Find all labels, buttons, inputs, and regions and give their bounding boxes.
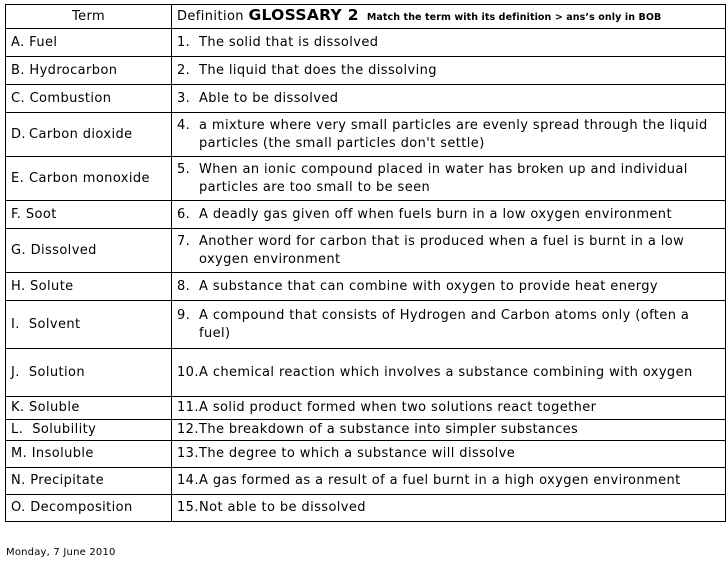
definition-text: A substance that can combine with oxygen to provide heat energy [199, 278, 658, 294]
term-letter: H. [11, 278, 26, 294]
definition-number: 11. [177, 400, 199, 415]
term-text: Solvent [28, 316, 81, 332]
term-letter: M. [11, 446, 28, 461]
definition-number: 15. [177, 500, 199, 515]
definition-cell [172, 301, 726, 349]
table-row [6, 157, 726, 201]
definition-number: 13. [177, 446, 199, 461]
definition-text: The breakdown of a substance into simpler substances [199, 422, 579, 437]
table-row [6, 495, 726, 522]
table-row [6, 420, 726, 441]
term-cell [6, 229, 172, 273]
term-text: Solute [30, 278, 74, 294]
definition-cell [172, 495, 726, 522]
term-letter: O. [11, 500, 26, 515]
term-cell [6, 349, 172, 397]
definition-cell [172, 441, 726, 468]
term-cell [6, 420, 172, 441]
definition-number: 9. [177, 307, 191, 323]
definition-text: The solid that is dissolved [199, 34, 379, 50]
definition-number: 8. [177, 278, 191, 294]
definition-cell [172, 113, 726, 157]
term-cell [6, 301, 172, 349]
glossary-title: GLOSSARY 2 [248, 6, 359, 24]
term-text: Decomposition [30, 500, 133, 515]
definition-text: When an ionic compound placed in water has broken up and individual particles are too small to be seen [199, 161, 688, 195]
term-cell [6, 29, 172, 57]
table-row [6, 468, 726, 495]
table-row [6, 201, 726, 229]
definition-text: Another word for carbon that is produced when a fuel is burnt in a low oxygen environment [199, 233, 685, 267]
term-text: Hydrocarbon [29, 62, 118, 78]
term-cell [6, 57, 172, 85]
term-cell [6, 201, 172, 229]
definition-cell [172, 229, 726, 273]
term-cell [6, 273, 172, 301]
definition-cell [172, 468, 726, 495]
table-row [6, 229, 726, 273]
term-letter: D. [11, 126, 26, 142]
table-row [6, 301, 726, 349]
term-text: Soluble [29, 400, 80, 415]
table-row [6, 441, 726, 468]
term-text: Insoluble [31, 446, 94, 461]
term-cell [6, 113, 172, 157]
term-column-header: Term [6, 5, 172, 29]
definition-text: A deadly gas given off when fuels burn in a low oxygen environment [199, 206, 672, 222]
table-row [6, 85, 726, 113]
definition-text: A chemical reaction which involves a substance combining with oxygen [199, 364, 693, 380]
definition-number: 3. [177, 90, 191, 106]
term-letter: N. [11, 473, 26, 488]
term-text: Dissolved [30, 242, 97, 258]
definition-cell [172, 29, 726, 57]
definition-number: 4. [177, 117, 191, 133]
table-row [6, 29, 726, 57]
term-letter: C. [11, 90, 26, 106]
term-text: Combustion [29, 90, 112, 106]
definition-text: A gas formed as a result of a fuel burnt in a high oxygen environment [199, 473, 681, 488]
definition-cell [172, 397, 726, 420]
term-text: Carbon monoxide [29, 170, 150, 186]
term-letter: A. [11, 34, 25, 50]
term-letter: K. [11, 400, 25, 415]
footer-date: Monday, 7 June 2010 [6, 547, 116, 558]
term-cell [6, 495, 172, 522]
term-text: Carbon dioxide [29, 126, 133, 142]
term-letter: L. [11, 422, 24, 437]
instruction-text: Match the term with its definition > ans’s only in BOB [366, 12, 662, 23]
definition-text: The liquid that does the dissolving [199, 62, 437, 78]
definition-number: 2. [177, 62, 191, 78]
table-row [6, 57, 726, 85]
definition-cell [172, 273, 726, 301]
definition-text: A compound that consists of Hydrogen and Carbon atoms only (often a fuel) [199, 307, 690, 341]
term-letter: F. [11, 206, 22, 222]
term-cell [6, 85, 172, 113]
term-text: Solubility [32, 422, 97, 437]
term-cell [6, 157, 172, 201]
definition-number: 5. [177, 161, 191, 177]
table-row [6, 349, 726, 397]
definition-number: 7. [177, 233, 191, 249]
definition-cell [172, 85, 726, 113]
table-row [6, 273, 726, 301]
definition-cell [172, 157, 726, 201]
term-cell [6, 441, 172, 468]
definition-number: 12. [177, 422, 199, 437]
glossary-table [5, 4, 726, 522]
term-letter: B. [11, 62, 25, 78]
term-text: Soot [25, 206, 57, 222]
definition-number: 10. [177, 364, 199, 380]
definition-cell [172, 420, 726, 441]
definition-text: The degree to which a substance will dissolve [199, 446, 516, 461]
definition-number: 6. [177, 206, 191, 222]
term-letter: J. [11, 364, 20, 380]
term-letter: I. [11, 316, 20, 332]
header-row [6, 5, 726, 29]
term-text: Fuel [29, 34, 58, 50]
definition-text: a mixture where very small particles are evenly spread through the liquid particles (the small particles don't settle) [199, 117, 708, 151]
definition-number: 14. [177, 473, 199, 488]
table-row [6, 113, 726, 157]
term-cell [6, 468, 172, 495]
term-letter: G. [11, 242, 27, 258]
definition-cell [172, 349, 726, 397]
term-text: Solution [28, 364, 86, 380]
table-row [6, 397, 726, 420]
term-cell [6, 397, 172, 420]
term-text: Precipitate [30, 473, 105, 488]
definition-cell [172, 201, 726, 229]
term-letter: E. [11, 170, 25, 186]
definition-text: A solid product formed when two solutions react together [199, 400, 597, 415]
definition-cell [172, 57, 726, 85]
definition-text: Not able to be dissolved [199, 500, 366, 515]
definition-text: Able to be dissolved [199, 90, 339, 106]
definition-number: 1. [177, 34, 191, 50]
definition-label: Definition [177, 9, 244, 24]
definition-column-header [172, 5, 726, 29]
